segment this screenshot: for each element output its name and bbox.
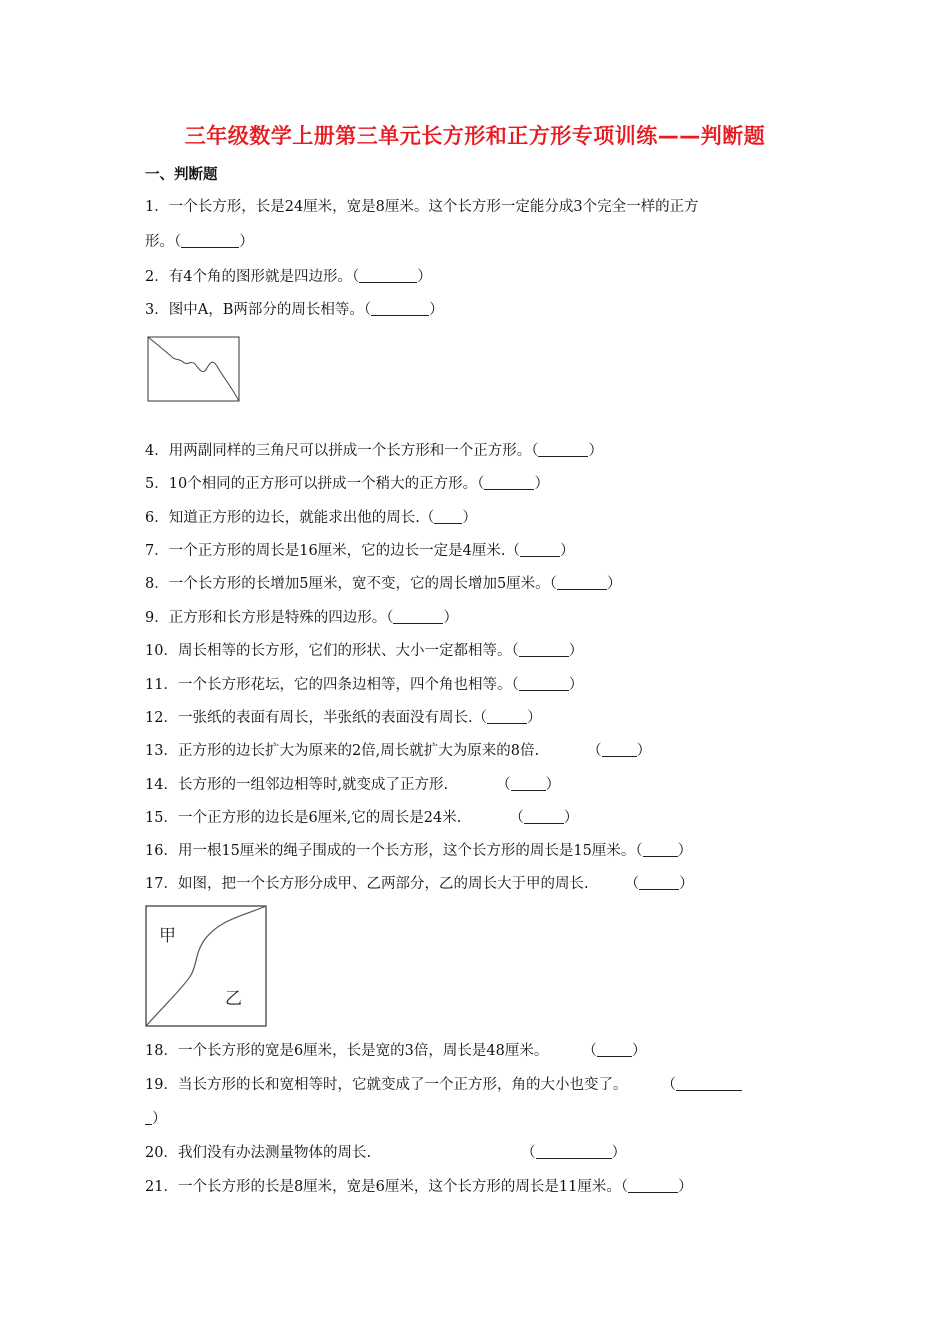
question-14: 14．长方形的一组邻边相等时,就变成了正方形. （ ）	[145, 777, 561, 793]
answer-blank[interactable]	[434, 509, 462, 524]
question-12: 12．一张纸的表面有周长，半张纸的表面没有周长.（ ）	[145, 710, 542, 726]
answer-blank[interactable]	[511, 776, 546, 791]
figure-rectangle-jia-yi	[145, 905, 269, 1029]
question-13: 13．正方形的边长扩大为原来的2倍,周长就扩大为原来的8倍. （ ）	[145, 743, 652, 759]
answer-blank[interactable]	[519, 676, 569, 691]
answer-blank[interactable]	[371, 301, 429, 316]
answer-blank[interactable]	[538, 442, 588, 457]
question-5: 5．10个相同的正方形可以拼成一个稍大的正方形。（ ）	[145, 476, 549, 492]
page-title: 三年级数学上册第三单元长方形和正方形专项训练——判断题	[184, 124, 766, 148]
answer-blank[interactable]	[628, 1178, 678, 1193]
answer-blank[interactable]	[557, 575, 607, 590]
question-10: 10．周长相等的长方形，它们的形状、大小一定都相等。（ ）	[145, 643, 584, 659]
answer-blank[interactable]	[536, 1144, 612, 1159]
question-15: 15．一个正方形的边长是6厘米,它的周长是24米. （ ）	[145, 810, 579, 826]
answer-blank[interactable]	[602, 742, 637, 757]
question-3: 3．图中A，B两部分的周长相等。（ ）	[145, 302, 444, 318]
question-11: 11．一个长方形花坛，它的四条边相等，四个角也相等。（ ）	[145, 677, 584, 693]
question-8: 8．一个长方形的长增加5厘米，宽不变，它的周长增加5厘米。（ ）	[145, 576, 622, 592]
question-6: 6．知道正方形的边长，就能求出他的周长.（ ）	[145, 510, 477, 526]
question-21: 21．一个长方形的长是8厘米，宽是6厘米，这个长方形的周长是11厘米。（ ）	[145, 1179, 693, 1195]
question-2: 2．有4个角的图形就是四边形。（ ）	[145, 269, 432, 285]
answer-blank[interactable]	[524, 809, 564, 824]
label-jia: 甲	[159, 926, 176, 946]
question-17: 17．如图，把一个长方形分成甲、乙两部分，乙的周长大于甲的周长. （ ）	[145, 876, 694, 892]
answer-blank[interactable]	[487, 709, 527, 724]
question-text-continued: 形。（	[145, 234, 182, 250]
answer-blank[interactable]	[639, 875, 679, 890]
question-19: 19．当长方形的长和宽相等时，它就变成了一个正方形，角的大小也变了。 （	[145, 1075, 742, 1095]
question-number: 1．	[145, 199, 169, 215]
answer-blank[interactable]	[643, 842, 678, 857]
question-20: 20．我们没有办法测量物体的周长. （ ）	[145, 1145, 627, 1161]
section-heading: 一、判断题	[145, 167, 218, 183]
answer-blank[interactable]	[393, 609, 443, 624]
question-7: 7．一个正方形的周长是16厘米，它的边长一定是4厘米.（ ）	[145, 543, 575, 559]
answer-blank[interactable]	[597, 1042, 632, 1057]
question-9: 9．正方形和长方形是特殊的四边形。（ ）	[145, 610, 458, 626]
answer-blank[interactable]	[359, 268, 417, 283]
question-18: 18．一个长方形的宽是6厘米，长是宽的3倍，周长是48厘米。 （ ）	[145, 1043, 647, 1059]
answer-blank[interactable]	[181, 233, 239, 248]
answer-blank-continued[interactable]	[145, 1110, 152, 1125]
answer-blank[interactable]	[520, 542, 560, 557]
answer-blank[interactable]	[519, 642, 569, 657]
question-1-continued: 形。（ ）	[145, 234, 254, 250]
label-yi: 乙	[225, 989, 242, 1009]
question-4: 4．用两副同样的三角尺可以拼成一个长方形和一个正方形。（ ）	[145, 443, 603, 459]
question-16: 16．用一根15厘米的绳子围成的一个长方形，这个长方形的周长是15厘米。（ ）	[145, 843, 693, 859]
question-1	[145, 197, 699, 217]
figure-rectangle-ab	[147, 336, 241, 404]
answer-blank[interactable]	[484, 475, 534, 490]
answer-blank[interactable]	[676, 1076, 742, 1091]
question-text: 一个长方形，长是24厘米，宽是8厘米。这个长方形一定能分成3个完全一样的正方	[168, 199, 699, 215]
question-19-continued: ）	[145, 1109, 167, 1129]
